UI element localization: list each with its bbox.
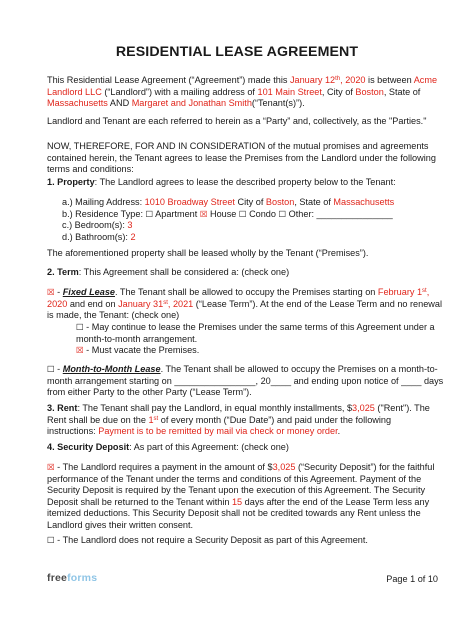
freeforms-logo[interactable]: freeforms [47,572,98,584]
month-to-month-checkbox-icon: ☐ [47,365,55,375]
bedroom-count: 3 [127,220,133,231]
lease-start-date: February 1st, [377,287,430,297]
landlord-name: Acme [413,75,438,85]
intro-text: , State of [383,86,421,97]
no-deposit-line: ☐ - The Landlord does not require a Security Deposit as part of this Agreement. [47,535,368,546]
property-street: 1010 Broadway Street [144,197,235,207]
other-checkbox-icon: ☐ [278,209,287,220]
deposit-required-checked-icon: ☒ [47,463,55,473]
landlord-state: Massachusetts [47,98,108,109]
property-heading-line: 1. Property: The Landlord agrees to lease the described property below to the Tenant: [47,177,396,187]
property-details [62,197,452,243]
month-to-month-label: Month-to-Month Lease [62,364,161,374]
premises-statement: The aforementioned property shall be leased wholly by the Tenant (“Premises”). [47,248,369,258]
house-checkbox-checked-icon: ☒ [199,209,208,220]
intro-text: (“Landlord”) with a mailing address of [101,86,258,97]
landlord-city: Boston [355,86,384,97]
no-deposit-checkbox-icon: ☐ [47,536,55,546]
section-heading: 2. Term [47,267,79,277]
fixed-lease-checked-icon: ☒ [47,288,55,298]
fixed-lease-label: Fixed Lease [62,287,115,297]
renewal-options: ☐ - May continue to lease the Premises under the same terms of this Agreement under a month-to-month arrangement. ☒ - Must vacate the Premises. [76,322,435,357]
section-heading: 4. Security Deposit [47,442,130,452]
bathroom-count: 2 [130,231,136,242]
parties-paragraph: Landlord and Tenant are each referred to herein as a “Party” and, collectively, as the "Parties." [47,116,427,126]
intro-text: AND [107,98,132,109]
tenant-names: Margaret and Jonathan Smith [131,98,252,109]
deposit-heading-line: 4. Security Deposit: As part of this Agreement: (check one) [47,442,289,452]
rent-due-day: 1st [148,414,159,425]
deposit-required-paragraph: ☒ - The Landlord requires a payment in the amount of $3,025 (“Security Deposit”) for the faithful performance of the Tenant under the terms and conditions of this Agreement. Payment of the Security Deposit is required by the Tenant upon the execution of this Agreement. The Security Deposit shall be returned to the Tenant within 15 days after the end of the Lease Term less any itemized deductions. This Security Deposit shall not be credited towards any Rent unless the Landlord gives their written consent. [47,462,435,530]
vacate-checked-icon: ☒ [76,346,84,357]
page-number: Page 1 of 10 [386,574,438,584]
intro-paragraph [47,75,437,110]
mailing-address-line: a.) Mailing Address: 1010 Broadway Street City of Boston, State of Massachusetts [62,197,395,207]
apartment-checkbox-icon: ☐ [145,209,154,220]
deposit-return-days: 15 [231,496,243,507]
property-city: Boston [265,197,295,207]
residence-type-line: b.) Residence Type: ☐ Apartment ☒ House ☐ Condo ☐ Other: _______________ [62,208,393,220]
agreement-date: January 12th, 2020 [289,75,366,85]
document-title: RESIDENTIAL LEASE AGREEMENT [115,44,359,60]
intro-text: is between [365,75,414,85]
lease-end-date: January 31st, 2021 [118,298,194,309]
landlord-name-cont: Landlord LLC [47,86,102,97]
lease-start-year: 2020 [47,298,68,309]
month-to-month-paragraph: ☐ - Month-to-Month Lease. The Tenant shall be allowed to occupy the Premises on a month-to- month arrangement starting on ________________, 20____ and ending upon notice of ____ days from either Party to the other Party (“Lease Term”). [47,364,444,398]
payment-instructions: Payment is to be remitted by mail via check or money order [98,426,338,437]
section-heading: 1. Property [47,177,95,187]
intro-text: , City of [321,86,356,97]
condo-checkbox-icon: ☐ [238,209,247,220]
section-heading: 3. Rent [47,403,78,413]
landlord-address: 101 Main Street [257,86,322,97]
deposit-amount: 3,025 [272,462,296,472]
bedrooms-line: c.) Bedroom(s): 3 [62,220,133,231]
term-heading-line: 2. Term: This Agreement shall be considered a: (check one) [47,267,290,277]
rent-amount: 3,025 [352,403,375,413]
intro-text: (“Tenant(s)”). [251,98,305,109]
continue-lease-checkbox-icon: ☐ [76,323,84,333]
rent-paragraph: 3. Rent: The Tenant shall pay the Landlord, in equal monthly installments, $3,025 ("Rent"). The Rent shall be due on the 1st of every month (“Due Date”) and paid under the following instructions: Payment is to be remitted by mail via check or money order. [47,403,430,437]
property-state: Massachusetts [333,197,395,207]
now-therefore-paragraph: NOW, THEREFORE, FOR AND IN CONSIDERATION of the mutual promises and agreements contained herein, the Tenant agrees to lease the Premises from the Landlord under the following terms and conditions: [47,141,436,175]
bathrooms-line: d.) Bathroom(s): 2 [62,231,136,242]
intro-text: This Residential Lease Agreement (“Agreement”) made this [47,75,290,85]
fixed-lease-paragraph: ☒ - Fixed Lease. The Tenant shall be allowed to occupy the Premises starting on February 1st, 2020 and end on January 31st, 2021 (“Lease Term”). At the end of the Lease Term and no renewal is made, the Tenant: (check one) [47,287,442,321]
